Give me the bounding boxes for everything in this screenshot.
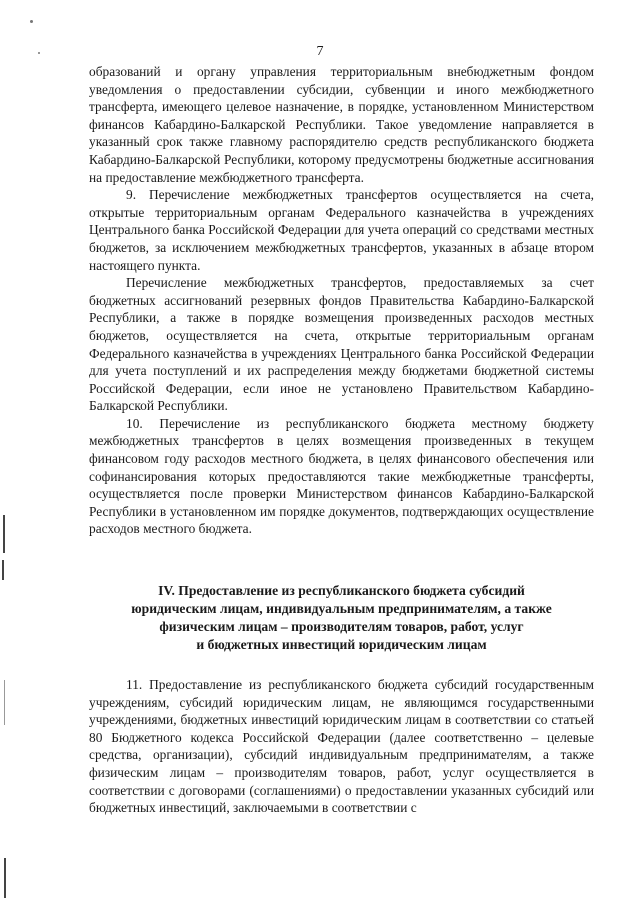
section-heading <box>89 582 594 654</box>
scan-edge-mark <box>2 560 4 580</box>
paragraph: 9. Перечисление межбюджетных трансфертов осуществляется на счета, открытые территориальным органам Федерального казначейства в учреждениях Центрального банка Российской Федерации для учета операций со средствами местных бюджетов, за исключением межбюджетных трансфертов, указанных в абзаце втором настоящего пункта. <box>89 187 594 273</box>
heading-line: юридическим лицам, индивидуальным предпринимателям, а также <box>131 601 552 616</box>
paragraph: образований и органу управления территориальным внебюджетным фондом уведомления о предоставлении субсидии, субвенции и иного межбюджетного трансферта, имеющего целевое назначение, в порядке, установленном Министерством финансов Кабардино-Балкарской Республики. Такое уведомление направляется в указанный срок также главному распорядителю средств республиканского бюджета Кабардино-Балкарской Республики, которому предусмотрены бюджетные ассигнования на предоставление межбюджетного трансферта. <box>89 64 594 185</box>
text-block-2 <box>89 676 594 817</box>
text-block-1 <box>89 63 594 538</box>
paragraph: Перечисление межбюджетных трансфертов, предоставляемых за счет бюджетных ассигнований резервных фондов Правительства Кабардино-Балкарской Республики, а также в порядке возмещения произведенных расходов местных бюджетов, осуществляется на счета, открытые территориальным органам Федерального казначейства в учреждениях Центрального банка Российской Федерации для учета поступлений и их распределения между бюджетами бюджетной системы Российской Федерации, если иное не установлено Правительством Кабардино-Балкарской Республики. <box>89 275 594 414</box>
paragraph: 10. Перечисление из республиканского бюджета местному бюджету межбюджетных трансфертов в целях возмещения произведенных в текущем финансовом году расходов местного бюджета, в целях финансового обеспечения или софинансирования которых предоставляются такие межбюджетные трансферты, осуществляется после проверки Министерством финансов Кабардино-Балкарской Республики в установленном им порядке документов, подтверждающих осуществление расходов местного бюджета. <box>89 415 594 537</box>
scan-edge-mark <box>4 858 6 898</box>
scan-speck <box>30 20 33 23</box>
heading-line: и бюджетных инвестиций юридическим лицам <box>196 637 487 652</box>
scan-edge-mark <box>4 680 5 725</box>
page-number: 7 <box>316 44 324 59</box>
scan-edge-mark <box>3 515 5 553</box>
paragraph: 11. Предоставление из республиканского бюджета субсидий государственным учреждениям, субсидий юридическим лицам, не являющимся государственными учреждениями, бюджетных инвестиций юридическим лицам в соответствии со статьей 80 Бюджетного кодекса Российской Федерации (далее соответственно – целевые средства, организации), субсидий индивидуальным предпринимателям, а также физическим лицам – производителям товаров, работ, услуг осуществляется в соответствии с договорами (соглашениями) о предоставлении указанных субсидий или бюджетных инвестиций, заключаемыми в соответствии с <box>89 677 594 816</box>
heading-line: физическим лицам – производителям товаров, работ, услуг <box>159 619 524 634</box>
heading-line: IV. Предоставление из республиканского бюджета субсидий <box>158 583 525 598</box>
